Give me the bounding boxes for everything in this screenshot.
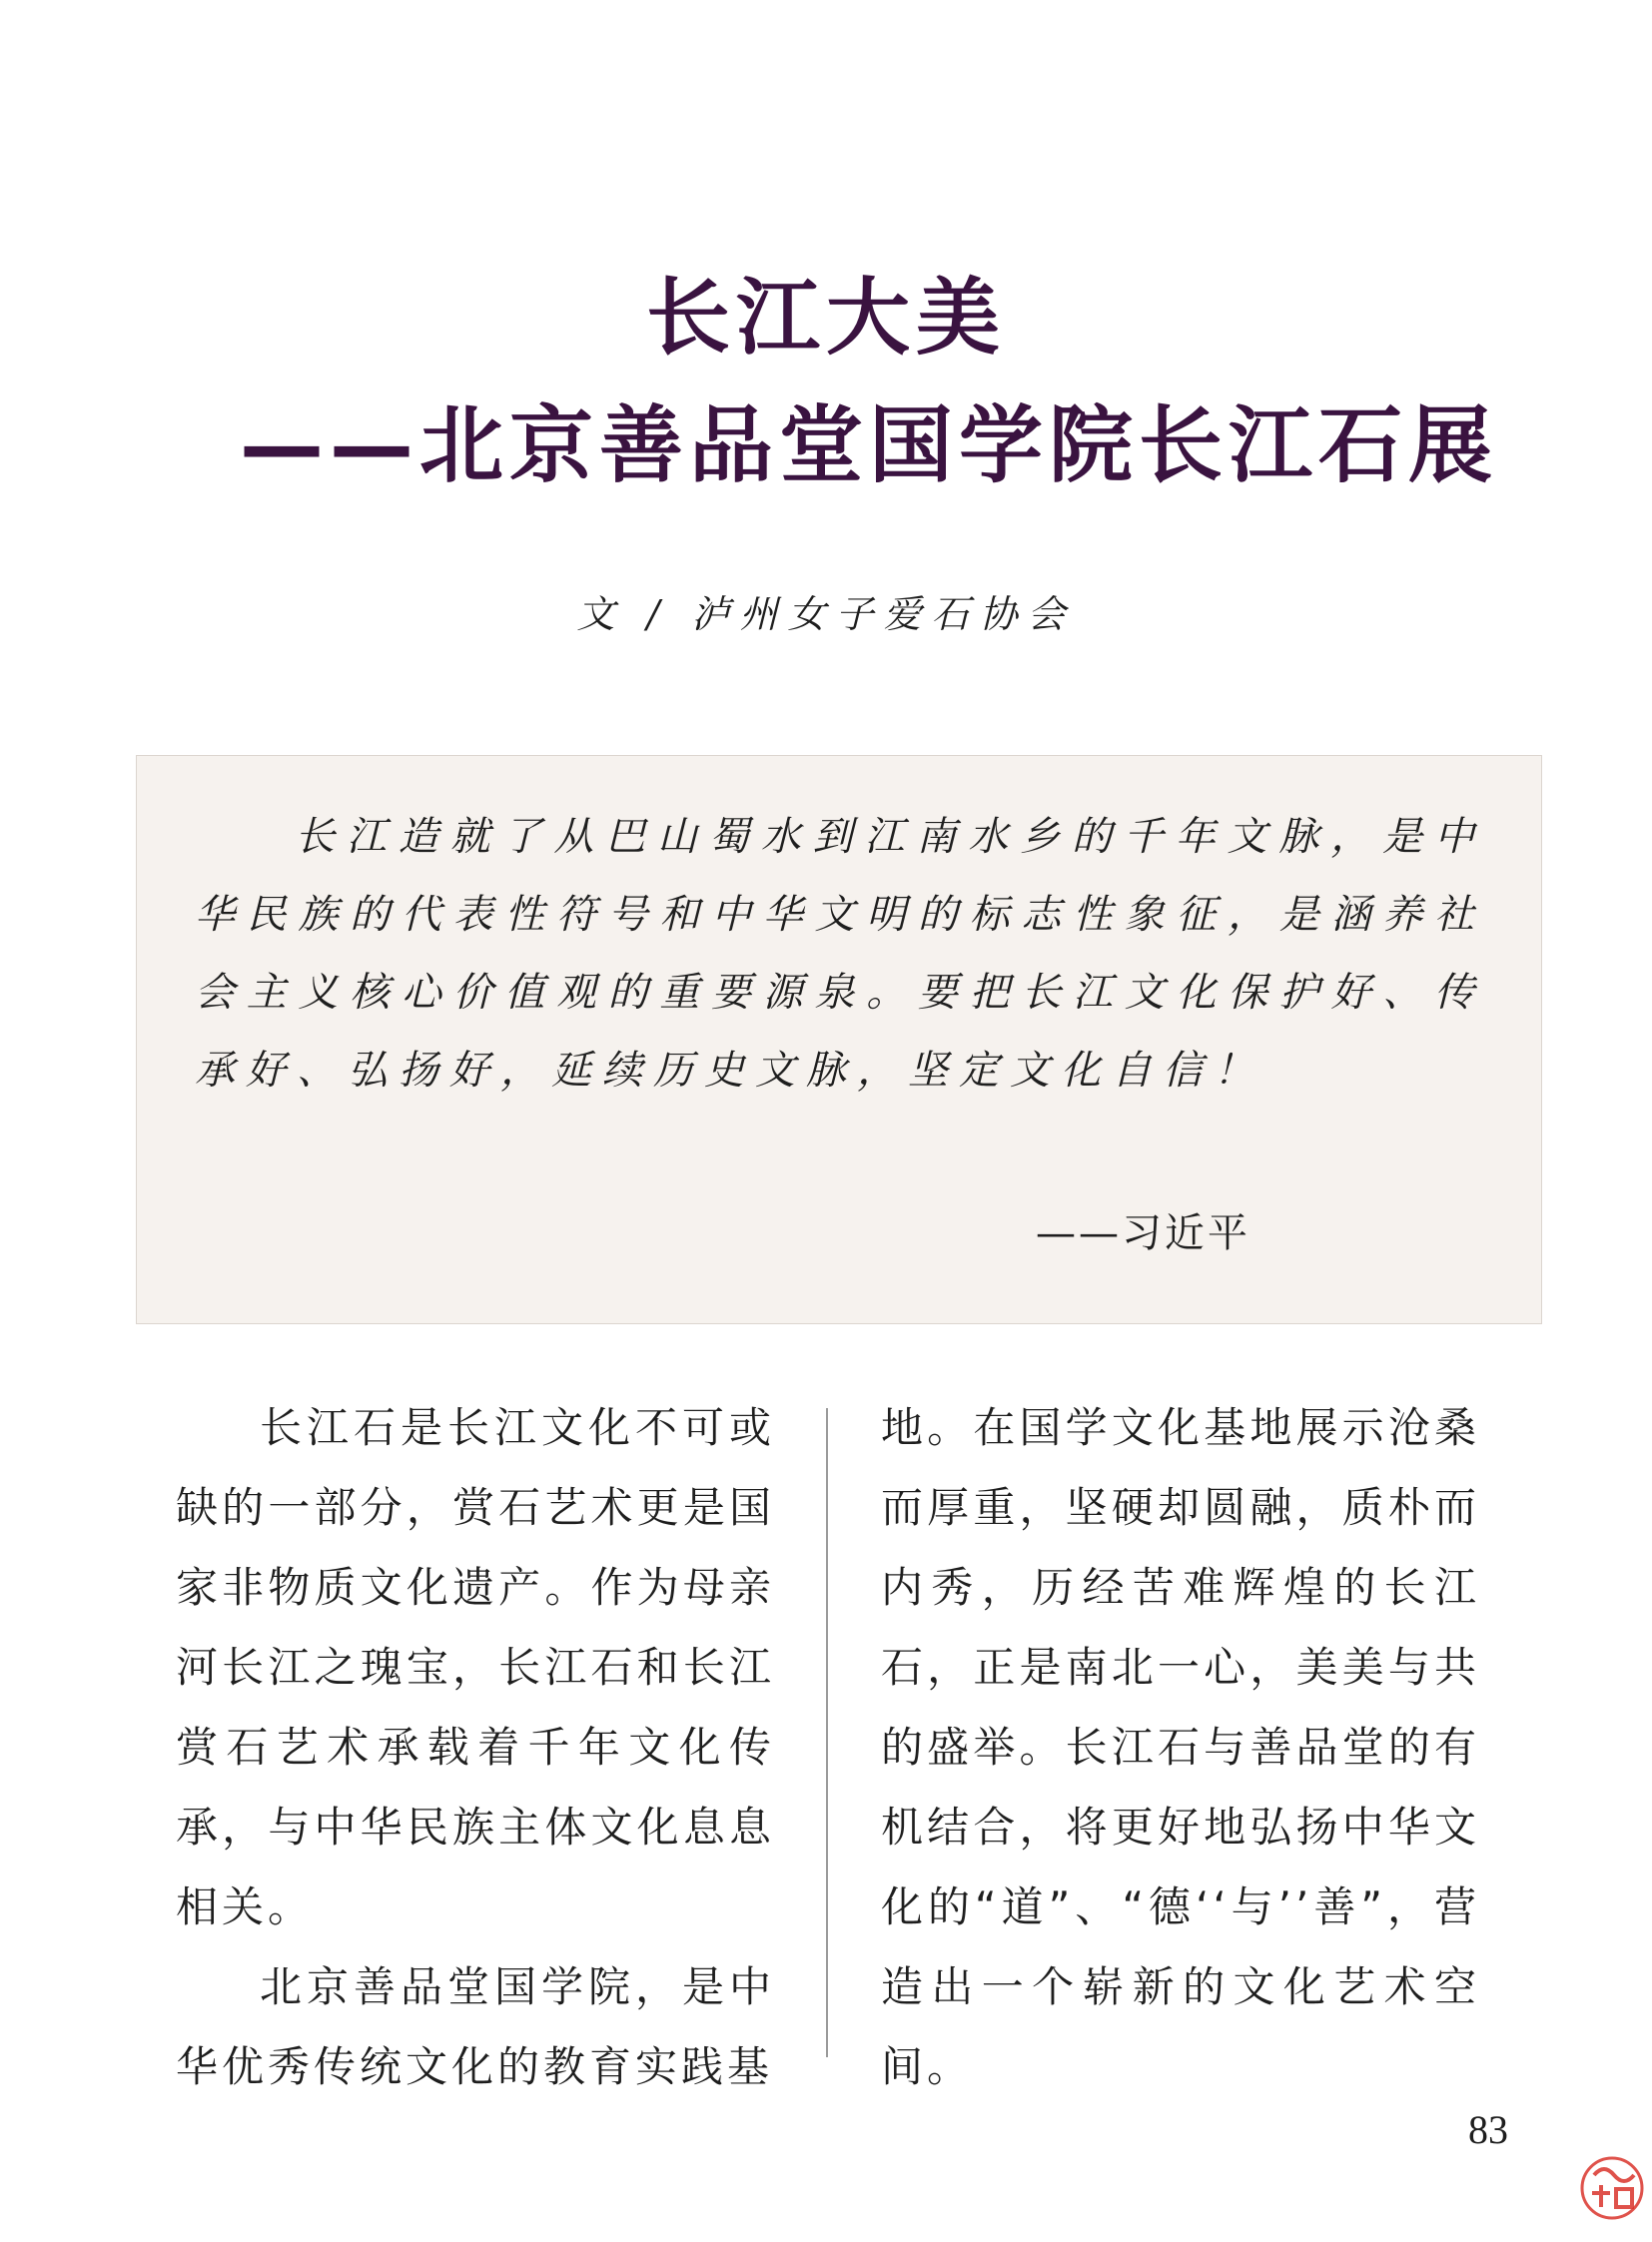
body-paragraph: 北京善品堂国学院，是中华优秀传统文化的教育实践基 xyxy=(176,1962,775,2091)
article-byline: 文 / 泸州女子爱石协会 xyxy=(576,592,1076,636)
column-divider xyxy=(826,1408,828,2057)
quote-box xyxy=(136,755,1542,1324)
body-paragraph: 长江石是长江文化不可或缺的一部分，赏石艺术更是国家非物质文化遗产。作为母亲河长江之瑰宝，长江石和长江赏石艺术承载着千年文化传承，与中华民族主体文化息息相关。 xyxy=(176,1403,775,1931)
quote-text: 长江造就了从巴山蜀水到江南水乡的千年文脉，是中华民族的代表性符号和中华文明的标志性象征，是涵养社会主义核心价值观的重要源泉。要把长江文化保护好、传承好、弘扬好，延续历史文脉，坚定文化自信！ xyxy=(195,814,1485,1094)
article-subtitle: ——北京善品堂国学院长江石展 xyxy=(240,396,1499,494)
quote-author: ——习近平 xyxy=(1036,1210,1250,1256)
article-title: 长江大美 xyxy=(645,269,1006,367)
body-column-left xyxy=(176,1388,775,2107)
body-paragraph: 地。在国学文化基地展示沧桑而厚重，坚硬却圆融，质朴而内秀，历经苦难辉煌的长江石，正是南北一心，美美与共的盛举。长江石与善品堂的有机结合，将更好地弘扬中华文化的“道”、“德‘‘与’’善”，营造出一个崭新的文化艺术空间。 xyxy=(881,1403,1480,2091)
page-number: 83 xyxy=(1468,2107,1508,2152)
watermark-seal-icon xyxy=(1580,2145,1644,2231)
body-column-right xyxy=(881,1388,1480,2107)
